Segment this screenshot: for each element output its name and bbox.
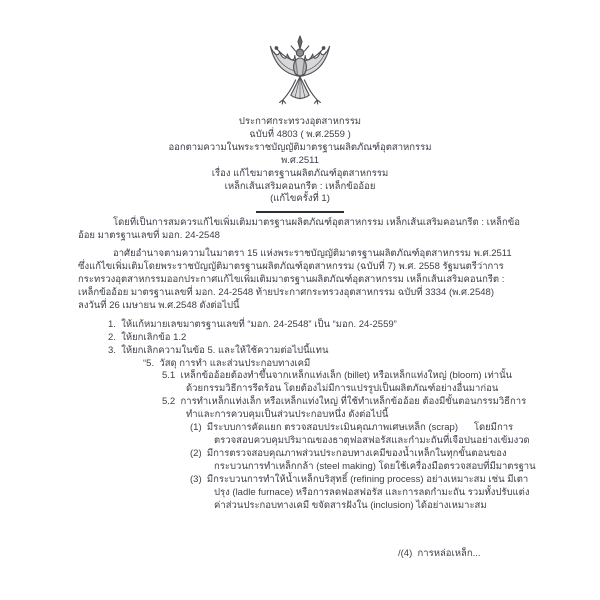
header-line-act-year: พ.ศ.2511 (281, 154, 319, 166)
body-line: ซึ่งแก้ไขเพิ่มเติมโดยพระราชบัญญัติมาตรฐานผลิตภัณฑ์อุตสาหกรรม (ฉบับที่ 7) พ.ศ. 2558 รัฐมนตรีว่าการ (78, 260, 504, 272)
clause-5-1-line: ด้วยกรรมวิธีการรีดร้อน โดยต้องไม่มีการแปรรูปเป็นผลิตภัณฑ์อย่างอื่นมาก่อน (186, 383, 499, 395)
header-line-standard: เหล็กเส้นเสริมคอนกรีต : เหล็กข้ออ้อย (224, 180, 376, 192)
body-line: เหล็กข้ออ้อย มาตรฐานเลขที่ มอก. 24-2548 ท้ายประกาศกระทรวงอุตสาหกรรม ฉบับที่ 3334 (พ.ศ.2548) (78, 286, 494, 298)
body-line: กระทรวงอุตสาหกรรมออกประกาศแก้ไขเพิ่มเติมมาตรฐานผลิตภัณฑ์อุตสาหกรรม เหล็กเส้นเสริมคอนกรีต : (78, 273, 505, 285)
header-line-amendment: (แก้ไขครั้งที่ 1) (270, 193, 330, 205)
clause-5-heading: “5. วัสดุ การทำ และส่วนประกอบทางเคมี (143, 357, 311, 369)
body-line: ลงวันที่ 26 เมษายน พ.ศ.2548 ดังต่อไปนี้ (78, 299, 240, 311)
clause-5-2-line: ทำและการควบคุมเป็นส่วนประกอบหนึ่ง ดังต่อไปนี้ (186, 409, 389, 421)
garuda-emblem-icon (260, 34, 340, 118)
subclause-1-line: (1) มีระบบการคัดแยก ตรวจสอบประเมินคุณภาพเศษเหล็ก (scrap) โดยมีการ (190, 422, 514, 434)
list-item-2: 2. ให้ยกเลิกข้อ 1.2 (108, 331, 187, 343)
subclause-3-line: ค่าส่วนประกอบทางเคมี ขจัดสารฝังใน (inclusion) ได้อย่างเหมาะสม (214, 500, 487, 512)
document-header (0, 116, 600, 213)
subclause-1-line: ตรวจสอบควบคุมปริมาณของธาตุฟอสฟอรัสและกำมะถันที่เจือปนอย่างเข้มงวด (214, 435, 530, 447)
header-line-issue-no: ฉบับที่ 4803 ( พ.ศ.2559 ) (249, 128, 351, 140)
body-line: โดยที่เป็นการสมควรแก้ไขเพิ่มเติมมาตรฐานผลิตภัณฑ์อุตสาหกรรม เหล็กเส้นเสริมคอนกรีต : เหล็กข้อ (113, 217, 520, 228)
subclause-3-line: (3) มีกระบวนการทำให้น้ำเหล็กบริสุทธิ์ (refining process) อย่างเหมาะสม เช่น มีเตา (190, 474, 529, 486)
list-item-1: 1. ให้แก้หมายเลขมาตรฐานเลขที่ “มอก. 24-2548” เป็น “มอก. 24-2559” (108, 318, 397, 330)
body-line: อ้อย มาตรฐานเลขที่ มอก. 24-2548 (78, 229, 220, 241)
clause-5-1-line: 5.1 เหล็กข้ออ้อยต้องทำขึ้นจากเหล็กแท่งเล็ก (billet) หรือเหล็กแท่งใหญ่ (bloom) เท่านั้น (162, 370, 513, 382)
list-item-3: 3. ให้ยกเลิกความในข้อ 5. และให้ใช้ความต่อไปนี้แทน (108, 344, 329, 356)
header-line-ministry: ประกาศกระทรวงอุตสาหกรรม (238, 116, 362, 127)
clause-5-2-line: 5.2 การทำเหล็กแท่งเล็ก หรือเหล็กแท่งใหญ่ ที่ใช้ทำเหล็กข้ออ้อย ต้องมีขั้นตอนกรรมวิธีการ (162, 396, 527, 408)
header-divider (256, 211, 344, 213)
header-line-act: ออกตามความในพระราชบัญญัติมาตรฐานผลิตภัณฑ์อุตสาหกรรม (168, 141, 432, 153)
header-line-subject: เรื่อง แก้ไขมาตรฐานผลิตภัณฑ์อุตสาหกรรม (211, 167, 389, 179)
page-continuation-note: /(4) การหล่อเหล็ก... (398, 548, 481, 559)
document-body (78, 217, 536, 513)
subclause-2-line: กระบวนการทำเหล็กกล้า (steel making) โดยใช้เครื่องมือตรวจสอบที่มีมาตรฐาน (214, 461, 536, 473)
subclause-3-line: ปรุง (ladle furnace) หรือการลดฟอสฟอรัส และการลดกำมะถัน รวมทั้งปรับแต่ง (214, 487, 530, 499)
body-line: อาศัยอำนาจตามความในมาตรา 15 แห่งพระราชบัญญัติมาตรฐานผลิตภัณฑ์อุตสาหกรรม พ.ศ.2511 (113, 247, 512, 259)
subclause-2-line: (2) มีการตรวจสอบคุณภาพส่วนประกอบทางเคมีของน้ำเหล็กในทุกขั้นตอนของ (190, 448, 507, 460)
